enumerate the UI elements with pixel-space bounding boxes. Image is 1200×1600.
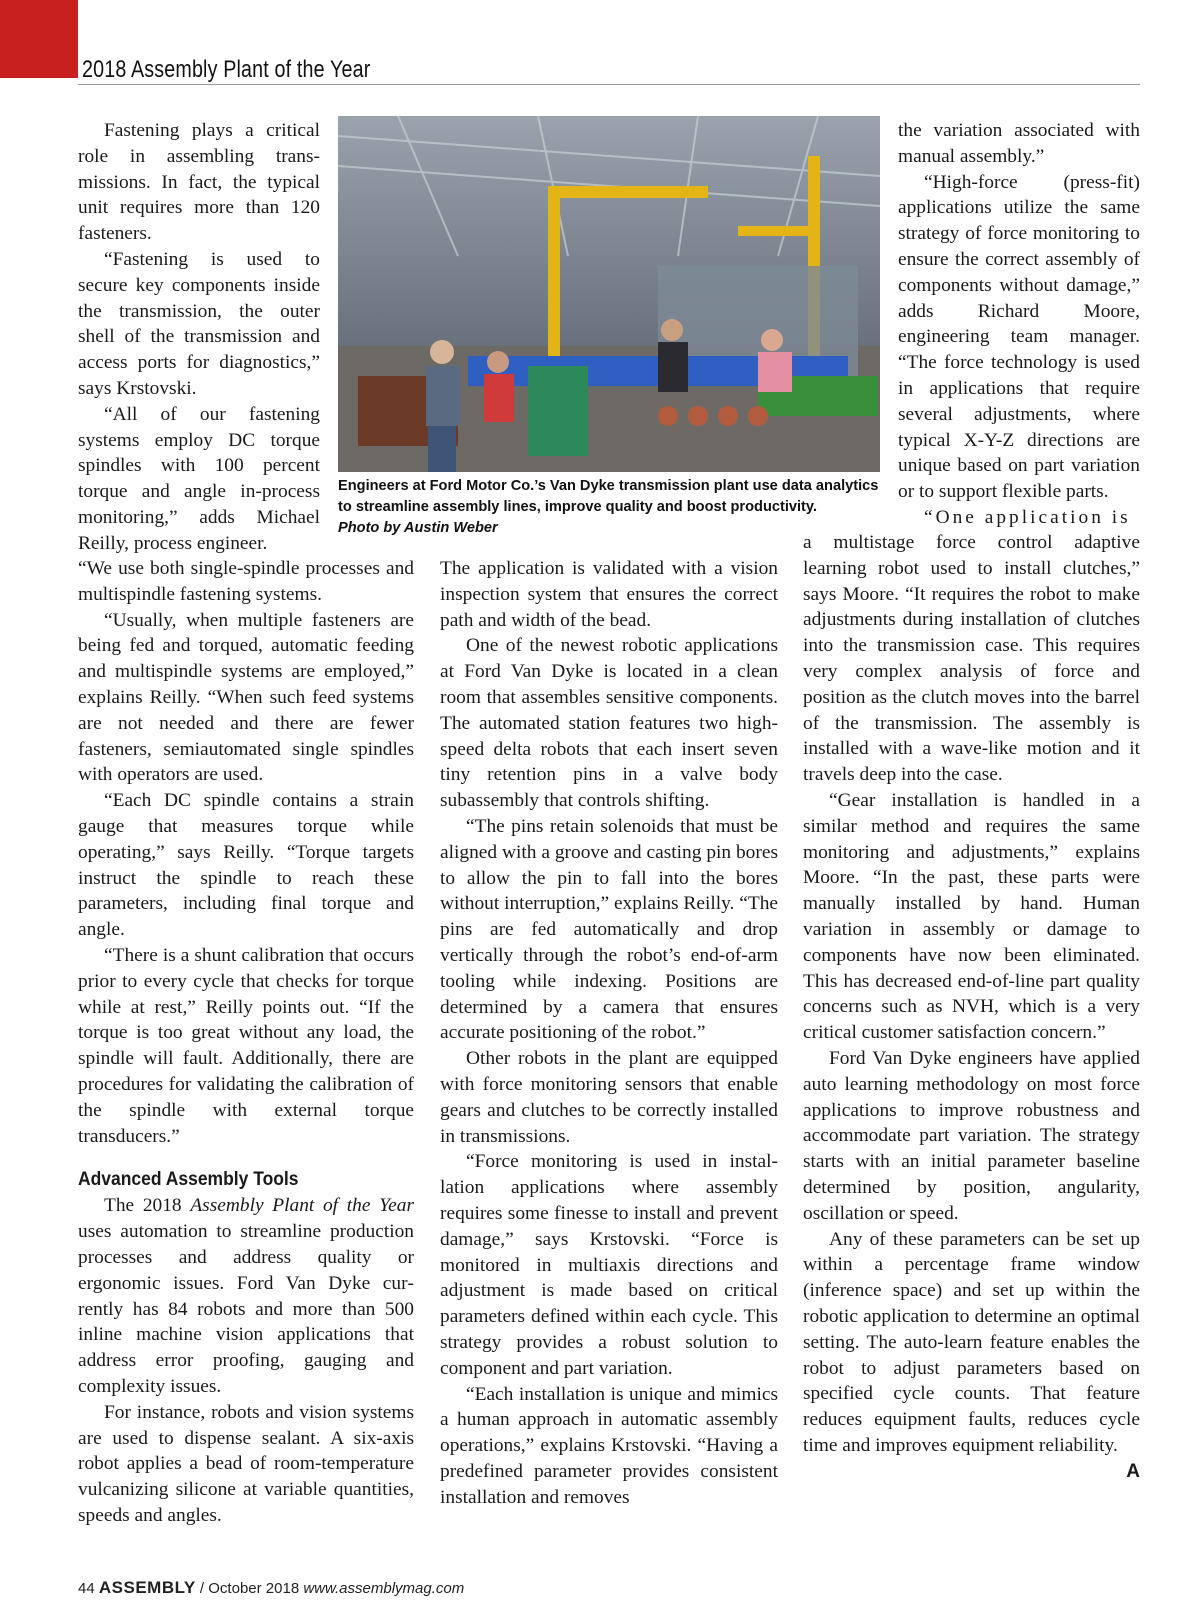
magazine-name: ASSEMBLY (98, 1578, 196, 1597)
column-2 (440, 556, 778, 1510)
photo-credit: Photo by Austin Weber (338, 520, 498, 536)
paragraph: “The pins retain solenoids that must be aligned with a groove and casting pin bores to allow the pin to fall into the bores without interruption,” explains Reilly. “The pins are fed automatically and drop vertically through the robot’s end-of-arm tooling while indexing. Positions are determined by a camera that ensures accurate positioning of the robot.” (440, 815, 779, 1044)
end-mark: A (1126, 1460, 1140, 1482)
website-url: www.assemblymag.com (303, 1580, 465, 1597)
paragraph: Other robots in the plant are equipped with force monitoring sensors that enable gears and clutches to be correctly installed in transmissions. (440, 1048, 778, 1147)
paragraph: “All of our fastening systems employ DC torque spindles with 100 percent torque and angle in-process monitoring,” adds Michael Reilly, process engineer. (78, 403, 320, 554)
column-3-upper (898, 118, 1140, 531)
paragraph: “Usually, when multiple fasteners are being fed and torqued, automatic feeding and multispindle systems are employed,” explains Reilly. “When such feed systems are not needed and there are fewer fasteners, semiautomated single spindles with operators are used. (78, 609, 414, 786)
paragraph: Fastening plays a critical role in assembling transmissions. In fact, the typical unit requires more than 120 fasteners. (78, 120, 320, 245)
paragraph: “Force monitoring is used in installation applications where assembly requires some finesse to install and prevent damage,” says Krstovski. “Force is monitored in multiaxis directions and adjustment is made based on critical parameters defined within each cycle. This strategy provides a robust solution to component and part variation. (440, 1151, 778, 1379)
paragraph: “High-force (press-fit) applications utilize the same strategy of force monitoring to ensure the correct assembly of components without damage,” adds Richard Moore, engineering team manager. “The force technology is used in applications that require several adjustments, where typical X-Y-Z directions are unique based on part variation or to support flexible parts. (898, 171, 1140, 503)
paragraph: “Fastening is used to secure key components inside the transmission, the outer shell of the transmission and access ports for diagnostics,” says Krstovski. (78, 248, 320, 399)
factory-photo-icon (338, 116, 880, 472)
subhead: Advanced Assembly Tools (78, 1169, 299, 1191)
paragraph: “Each installation is unique and mimics a human approach in automatic assembly operations,” explains Krstovski. “Having a predefined parameter provides consistent installation and removes (440, 1383, 778, 1508)
page-footer (78, 1578, 464, 1598)
text-run: uses automation to streamline production processes and address quality or ergonomic issues. Ford Van Dyke currently has 84 robots and more than 500 inline machine vision applications that address error proofing, gauging and complexity issues. (78, 1221, 414, 1397)
paragraph: “There is a shunt calibration that occurs prior to every cycle that checks for torque while at rest,” Reilly points out. “If the torque is too great without any load, the spindle will fault. Additionally, there are procedures for validating the calibration of the spindle with external torque transducers.” (78, 944, 414, 1147)
column-1-lower (78, 556, 414, 1529)
paragraph: “Gear installation is handled in a similar method and requires the same monitoring and adjustments,” explains Moore. “In the past, these parts were manually installed by hand. Human variation in assembly or damage to components have now been eliminated. This has decreased end-of-line part quality concerns such as NVH, which is a very critical customer satisfaction concern.” (803, 789, 1140, 1044)
page-number: 44 (78, 1580, 95, 1597)
text-run: The 2018 (104, 1195, 191, 1217)
section-color-tab (0, 0, 78, 78)
paragraph (78, 1193, 414, 1399)
paragraph: a multistage force control adaptive learning robot used to install clutches,” says Moore. “It requires the robot to make adjustments during installation of clutches into the transmission case. This requires very complex analysis of force and position as the clutch moves into the barrel of the transmission. The assembly is installed with a wave-like motion and it travels deep into the case. (803, 532, 1140, 786)
paragraph: the variation associated with manual assembly.” (898, 120, 1140, 167)
paragraph (803, 1227, 1140, 1482)
column-1-upper (78, 118, 320, 557)
paragraph: Ford Van Dyke engineers have applied auto learning methodology on most force applications to improve robustness and accommodate part variation. The strategy starts with an initial parameter baseline determined by position, angularity, oscillation or speed. (803, 1047, 1140, 1224)
column-3-lower (803, 530, 1140, 1484)
paragraph: The application is validated with a vision inspection system that ensures the correct path and width of the bead. (440, 558, 778, 631)
header-rule (78, 84, 1140, 85)
factory-photo (338, 116, 880, 472)
paragraph: One of the newest robotic applications at Ford Van Dyke is located in a clean room that assembles sensitive components. The automated station features two high-speed delta robots that each insert seven tiny retention pins in a valve body subassembly that controls shifting. (440, 635, 778, 812)
paragraph: For instance, robots and vision systems are used to dispense sealant. A six-axis robot applies a bead of room-temperature vulcanizing silicone at variable quantities, speeds and angles. (78, 1401, 414, 1526)
issue-date: / October 2018 (195, 1580, 304, 1597)
publication-title: Assembly Plant of the Year (190, 1195, 414, 1217)
paragraph: “One application is (924, 506, 1131, 528)
paragraph: “We use both single-spindle processes and multispindle fastening systems. (78, 558, 414, 605)
photo-caption (338, 476, 880, 539)
section-title: 2018 Assembly Plant of the Year (82, 56, 371, 83)
caption-text: Engineers at Ford Motor Co.’s Van Dyke transmission plant use data analytics to streamline assembly lines, improve quality and boost productivity. (338, 478, 879, 515)
text-run: Any of these parameters can be set up within a percentage frame window (inference space) and set up within the robotic application to determine an optimal setting. The auto-learn feature enables the robot to adjust parameters based on specified cycle counts. That feature reduces equipment faults, reduces cycle time and improves equipment reliability. (803, 1228, 1140, 1456)
paragraph: “Each DC spindle contains a strain gauge that measures torque while operating,” says Reilly. “Torque targets instruct the spindle to reach these parameters, including final torque and angle. (78, 790, 414, 941)
